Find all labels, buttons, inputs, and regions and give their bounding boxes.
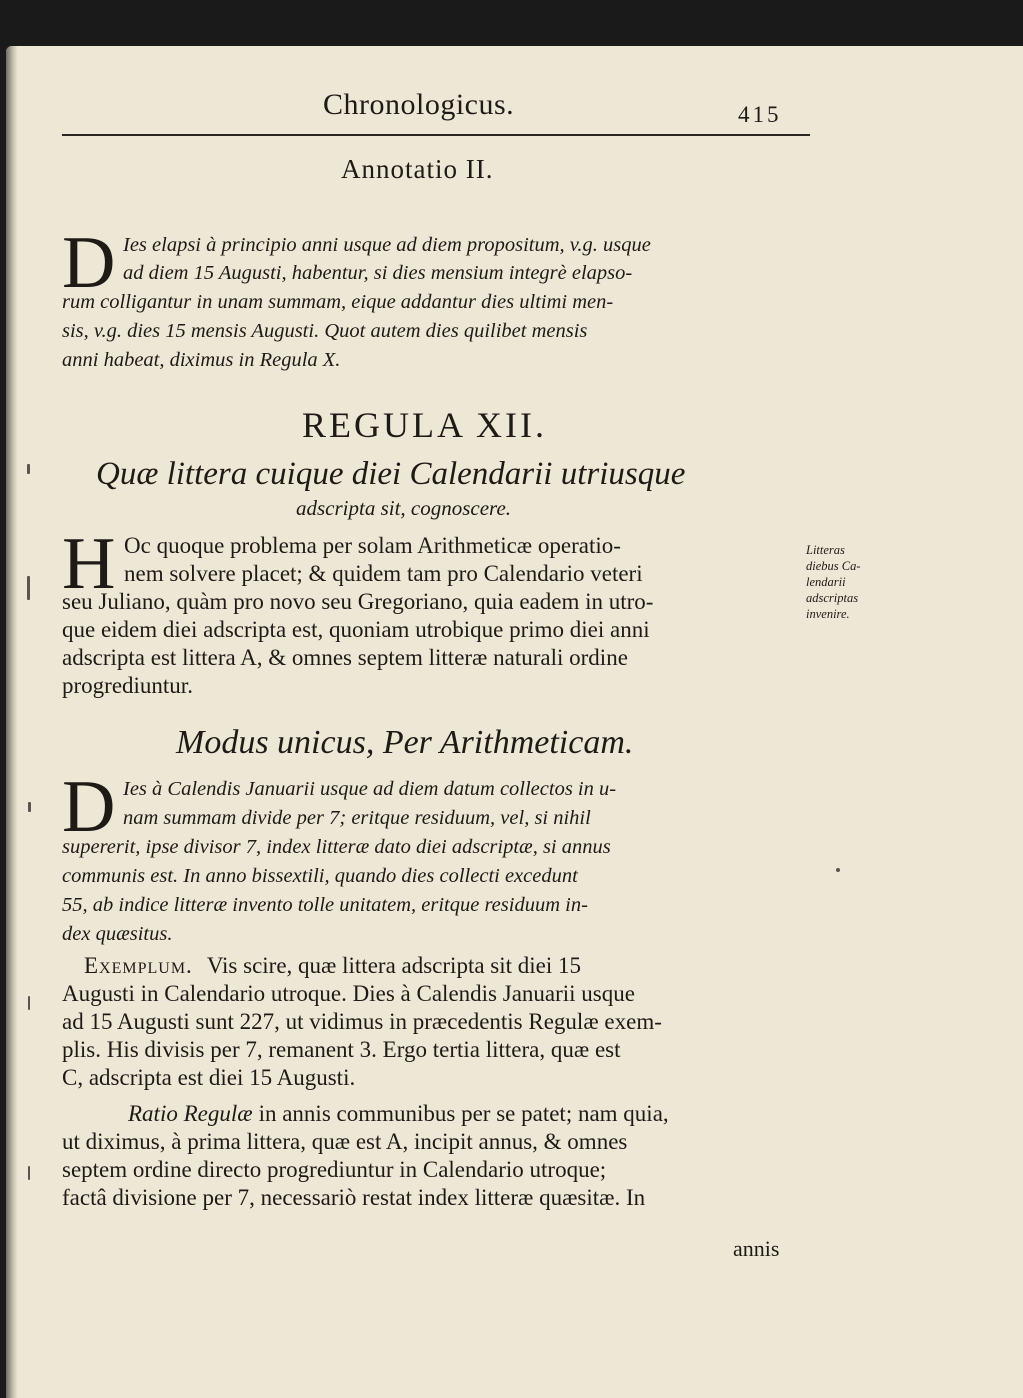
margin-note [806,542,906,622]
annotatio-line: ad diem 15 Augusti, habentur, si dies mensium integrè elapso- [123,262,633,284]
annotatio-heading: Annotatio II. [341,154,494,184]
regula-line: seu Juliano, quàm pro novo seu Gregoriano, quia eadem in utro- [62,589,654,614]
exemplum-line: C, adscripta est diei 15 Augusti. [62,1065,356,1090]
margin-note-line: lendarii [806,575,846,589]
modus-line: nam summam divide per 7; eritque residuum, vel, si nihil [123,807,591,829]
margin-note-line: Litteras [806,543,845,557]
ratio-line: factâ divisione per 7, necessariò restat index litteræ quæsitæ. In [62,1185,646,1210]
ratio-first-line [62,1100,669,1128]
regula-line: nem solvere placet; & quidem tam pro Calendario veteri [124,561,643,586]
regula-heading-line-2: adscripta sit, cognoscere. [296,496,512,520]
book-page [6,46,1023,1398]
annotatio-line: Ies elapsi à principio anni usque ad diem propositum, v.g. usque [123,234,651,256]
header-rule [62,134,810,136]
margin-speck [836,868,840,872]
exemplum-label: Exemplum. [84,953,193,978]
margin-note-line: diebus Ca- [806,559,861,573]
exemplum-first-line [62,952,581,980]
regula-heading-line-1: Quæ littera cuique diei Calendarii utriusque [96,456,686,492]
ratio-line: ut diximus, à prima littera, quæ est A, incipit annus, & omnes [62,1129,628,1154]
annotatio-line: anni habeat, diximus in Regula X. [62,349,341,371]
regula-title: REGULA XII. [302,405,547,445]
regula-line: progrediuntur. [62,673,193,698]
ratio-line: septem ordine directo progrediuntur in Calendario utroque; [62,1157,607,1182]
regula-dropcap: H [62,523,116,605]
modus-line: Ies à Calendis Januarii usque ad diem datum collectos in u- [123,778,617,800]
modus-line: 55, ab indice litteræ invento tolle unitatem, eritque residuum in- [62,894,588,916]
margin-speck [27,576,30,600]
exemplum-line: Vis scire, quæ littera adscripta sit diei 15 [206,953,582,978]
modus-line: dex quæsitus. [62,923,173,945]
catchword: annis [733,1236,780,1261]
margin-speck [27,464,30,474]
modus-heading: Modus unicus, Per Arithmeticam. [176,724,634,761]
exemplum-line: plis. His divisis per 7, remanent 3. Ergo tertia littera, quæ est [62,1037,621,1062]
exemplum-line: Augusti in Calendario utroque. Dies à Calendis Januarii usque [62,981,635,1006]
margin-speck [28,1166,30,1180]
page-number: 415 [738,102,782,127]
annotatio-line: rum colligantur in unam summam, eique addantur dies ultimi men- [62,291,614,313]
annotatio-line: sis, v.g. dies 15 mensis Augusti. Quot autem dies quilibet mensis [62,320,588,342]
modus-line: supererit, ipse divisor 7, index litteræ dato diei adscriptæ, si annus [62,836,611,858]
ratio-line: in annis communibus per se patet; nam quia, [258,1101,669,1126]
modus-dropcap: D [62,766,116,848]
regula-line: adscripta est littera A, & omnes septem litteræ naturali ordine [62,645,628,670]
regula-line: que eidem diei adscripta est, quoniam utrobique primo diei anni [62,617,650,642]
regula-line: Oc quoque problema per solam Arithmeticæ operatio- [124,533,621,558]
page-gutter-shadow [6,46,18,1398]
margin-speck [28,802,31,812]
ratio-label: Ratio Regulæ [128,1101,253,1126]
modus-line: communis est. In anno bissextili, quando dies collecti excedunt [62,865,578,887]
exemplum-line: ad 15 Augusti sunt 227, ut vidimus in præcedentis Regulæ exem- [62,1009,662,1034]
running-head-title: Chronologicus. [323,88,515,121]
margin-speck [28,996,30,1010]
margin-note-line: invenire. [806,607,850,621]
annotatio-dropcap: D [62,222,116,304]
margin-note-line: adscriptas [806,591,859,605]
